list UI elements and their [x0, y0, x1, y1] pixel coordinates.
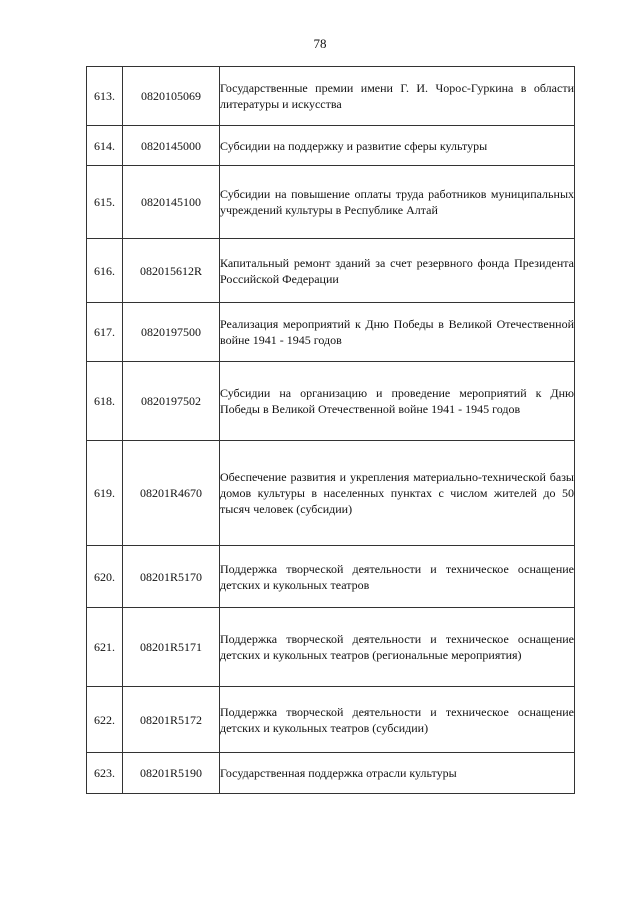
budget-code: 08201R5170 [123, 546, 220, 608]
budget-code: 082015612R [123, 239, 220, 303]
table-row [87, 753, 575, 794]
page-number: 78 [313, 36, 327, 51]
expense-name: Поддержка творческой деятельности и техническое оснащение детских и кукольных театров (субсидии) [220, 687, 575, 753]
expense-name: Субсидии на поддержку и развитие сферы культуры [220, 126, 575, 166]
table-row [87, 441, 575, 546]
budget-code: 0820197500 [123, 303, 220, 362]
table-row [87, 239, 575, 303]
row-number: 614. [87, 126, 123, 166]
expense-name: Обеспечение развития и укрепления материально-технической базы домов культуры в населенных пунктах с числом жителей до 50 тысяч человек (субсидии) [220, 441, 575, 546]
expense-name: Капитальный ремонт зданий за счет резервного фонда Президента Российской Федерации [220, 239, 575, 303]
row-number: 620. [87, 546, 123, 608]
expense-name: Государственные премии имени Г. И. Чорос-Гуркина в области литературы и искусства [220, 67, 575, 126]
row-number: 616. [87, 239, 123, 303]
expense-name: Поддержка творческой деятельности и техническое оснащение детских и кукольных театров (региональные мероприятия) [220, 608, 575, 687]
table-row [87, 608, 575, 687]
row-number: 618. [87, 362, 123, 441]
row-number: 622. [87, 687, 123, 753]
budget-code: 08201R4670 [123, 441, 220, 546]
budget-code: 08201R5190 [123, 753, 220, 794]
table-row [87, 687, 575, 753]
table-row [87, 126, 575, 166]
row-number: 617. [87, 303, 123, 362]
budget-code: 0820145100 [123, 166, 220, 239]
expense-name: Государственная поддержка отрасли культуры [220, 753, 575, 794]
budget-code: 0820105069 [123, 67, 220, 126]
budget-code: 08201R5172 [123, 687, 220, 753]
budget-code: 08201R5171 [123, 608, 220, 687]
row-number: 621. [87, 608, 123, 687]
table-row [87, 67, 575, 126]
row-number: 619. [87, 441, 123, 546]
budget-code-table [86, 66, 575, 794]
table-row [87, 303, 575, 362]
table-row [87, 362, 575, 441]
row-number: 615. [87, 166, 123, 239]
budget-code: 0820197502 [123, 362, 220, 441]
expense-name: Реализация мероприятий к Дню Победы в Великой Отечественной войне 1941 - 1945 годов [220, 303, 575, 362]
row-number: 613. [87, 67, 123, 126]
expense-name: Поддержка творческой деятельности и техническое оснащение детских и кукольных театров [220, 546, 575, 608]
expense-name: Субсидии на организацию и проведение мероприятий к Дню Победы в Великой Отечественной войне 1941 - 1945 годов [220, 362, 575, 441]
budget-code: 0820145000 [123, 126, 220, 166]
row-number: 623. [87, 753, 123, 794]
table-row [87, 546, 575, 608]
expense-name: Субсидии на повышение оплаты труда работников муниципальных учреждений культуры в Республике Алтай [220, 166, 575, 239]
table-row [87, 166, 575, 239]
